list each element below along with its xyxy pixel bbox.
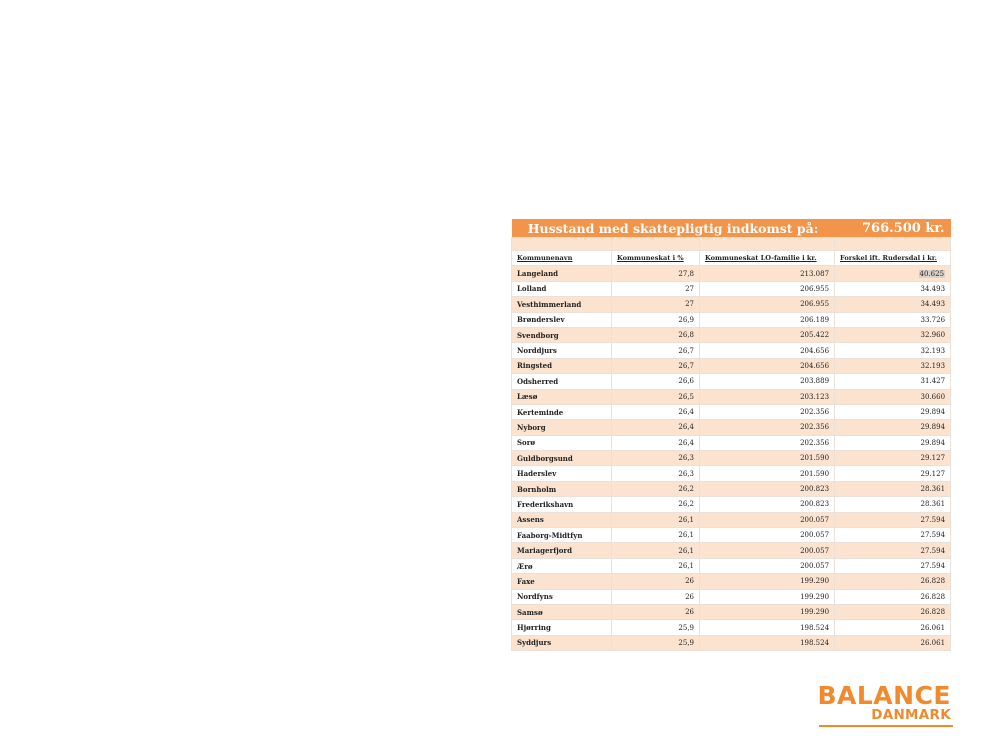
cell-kommuneskat-kr: 200.057 xyxy=(700,528,835,543)
cell-kommuneskat-pct: 26,1 xyxy=(612,558,700,573)
cell-forskel: 34.493 xyxy=(835,281,951,296)
table-row xyxy=(512,297,951,312)
cell-forskel xyxy=(835,266,951,281)
cell-kommunenavn: Bornholm xyxy=(512,481,612,496)
table-row xyxy=(512,512,951,527)
cell-kommuneskat-pct: 26,2 xyxy=(612,497,700,512)
cell-forskel: 30.660 xyxy=(835,389,951,404)
table-row xyxy=(512,543,951,558)
cell-kommuneskat-kr: 206.189 xyxy=(700,312,835,327)
logo-sub-text: DANMARK xyxy=(871,707,951,723)
cell-forskel: 27.594 xyxy=(835,558,951,573)
table-row xyxy=(512,635,951,650)
cell-kommuneskat-pct: 26,3 xyxy=(612,451,700,466)
cell-kommuneskat-kr: 206.955 xyxy=(700,281,835,296)
table-row xyxy=(512,374,951,389)
cell-kommuneskat-pct: 26,1 xyxy=(612,528,700,543)
cell-kommuneskat-pct: 25,9 xyxy=(612,635,700,650)
cell-kommuneskat-kr: 199.290 xyxy=(700,604,835,619)
cell-kommuneskat-kr: 200.057 xyxy=(700,512,835,527)
table-row xyxy=(512,343,951,358)
cell-kommuneskat-pct: 26,6 xyxy=(612,374,700,389)
cell-forskel: 26.828 xyxy=(835,604,951,619)
cell-kommunenavn: Assens xyxy=(512,512,612,527)
column-header-kommuneskat-kr: Kommuneskat LO-familie i kr. xyxy=(700,251,835,266)
table-row xyxy=(512,435,951,450)
table-row xyxy=(512,604,951,619)
cell-kommuneskat-pct: 26,4 xyxy=(612,435,700,450)
cell-kommuneskat-pct: 27 xyxy=(612,297,700,312)
cell-kommuneskat-kr: 200.823 xyxy=(700,481,835,496)
cell-kommunenavn: Brønderslev xyxy=(512,312,612,327)
table-title-amount: 766.500 kr. xyxy=(835,219,951,238)
cell-kommuneskat-kr: 205.422 xyxy=(700,327,835,342)
cell-kommuneskat-pct: 27 xyxy=(612,281,700,296)
cell-kommunenavn: Kerteminde xyxy=(512,404,612,419)
cell-kommuneskat-kr: 200.823 xyxy=(700,497,835,512)
balance-danmark-logo xyxy=(819,683,953,728)
table-row xyxy=(512,528,951,543)
table-row xyxy=(512,620,951,635)
cell-kommuneskat-pct: 26,2 xyxy=(612,481,700,496)
cell-kommuneskat-pct: 26,1 xyxy=(612,543,700,558)
table-row xyxy=(512,558,951,573)
cell-kommuneskat-pct: 26,1 xyxy=(612,512,700,527)
table-row xyxy=(512,574,951,589)
cell-forskel: 29.127 xyxy=(835,466,951,481)
cell-kommuneskat-pct: 26,9 xyxy=(612,312,700,327)
cell-kommunenavn: Norddjurs xyxy=(512,343,612,358)
table-row xyxy=(512,451,951,466)
cell-forskel: 31.427 xyxy=(835,374,951,389)
cell-kommuneskat-kr: 200.057 xyxy=(700,558,835,573)
table-row xyxy=(512,420,951,435)
cell-kommuneskat-pct: 26,7 xyxy=(612,358,700,373)
cell-forskel: 29.127 xyxy=(835,451,951,466)
cell-forskel: 26.061 xyxy=(835,635,951,650)
cell-forskel: 28.361 xyxy=(835,481,951,496)
cell-kommuneskat-kr: 201.590 xyxy=(700,451,835,466)
cell-kommuneskat-kr: 206.955 xyxy=(700,297,835,312)
logo-underline xyxy=(819,725,953,727)
cell-kommuneskat-pct: 26 xyxy=(612,574,700,589)
cell-forskel: 29.894 xyxy=(835,404,951,419)
cell-kommuneskat-kr: 203.123 xyxy=(700,389,835,404)
tax-table xyxy=(511,219,951,651)
table-row xyxy=(512,327,951,342)
cell-kommunenavn: Ærø xyxy=(512,558,612,573)
cell-kommunenavn: Sorø xyxy=(512,435,612,450)
cell-forskel: 26.828 xyxy=(835,589,951,604)
cell-kommunenavn: Ringsted xyxy=(512,358,612,373)
column-header-forskel: Forskel ift. Rudersdal i kr. xyxy=(835,251,951,266)
table-title: Husstand med skattepligtig indkomst på: xyxy=(512,219,835,238)
column-header-kommunenavn: Kommunenavn xyxy=(512,251,612,266)
cell-kommuneskat-pct: 26,4 xyxy=(612,420,700,435)
cell-kommuneskat-pct: 25,9 xyxy=(612,620,700,635)
cell-kommunenavn: Frederikshavn xyxy=(512,497,612,512)
cell-kommuneskat-pct: 26,3 xyxy=(612,466,700,481)
cell-kommuneskat-kr: 198.524 xyxy=(700,620,835,635)
cell-kommuneskat-pct: 26 xyxy=(612,589,700,604)
cell-kommuneskat-pct: 26,4 xyxy=(612,404,700,419)
cell-kommuneskat-kr: 202.356 xyxy=(700,420,835,435)
cell-forskel: 33.726 xyxy=(835,312,951,327)
table-row xyxy=(512,312,951,327)
table-spacer-row xyxy=(512,238,951,251)
cell-kommuneskat-kr: 202.356 xyxy=(700,404,835,419)
cell-kommunenavn: Vesthimmerland xyxy=(512,297,612,312)
cell-kommunenavn: Haderslev xyxy=(512,466,612,481)
cell-kommunenavn: Odsherred xyxy=(512,374,612,389)
cell-kommuneskat-kr: 202.356 xyxy=(700,435,835,450)
cell-forskel: 29.894 xyxy=(835,420,951,435)
cell-kommunenavn: Guldborgsund xyxy=(512,451,612,466)
cell-forskel: 29.894 xyxy=(835,435,951,450)
cell-kommuneskat-pct: 26,7 xyxy=(612,343,700,358)
cell-forskel: 32.193 xyxy=(835,358,951,373)
cell-kommunenavn: Lolland xyxy=(512,281,612,296)
table-row xyxy=(512,358,951,373)
cell-kommunenavn: Svendborg xyxy=(512,327,612,342)
cell-kommuneskat-kr: 200.057 xyxy=(700,543,835,558)
cell-kommunenavn: Læsø xyxy=(512,389,612,404)
cell-forskel: 32.193 xyxy=(835,343,951,358)
cell-kommuneskat-pct: 26,8 xyxy=(612,327,700,342)
cell-kommunenavn: Nordfyns xyxy=(512,589,612,604)
table-row xyxy=(512,404,951,419)
table-row xyxy=(512,389,951,404)
cell-kommuneskat-kr: 213.087 xyxy=(700,266,835,281)
cell-kommunenavn: Nyborg xyxy=(512,420,612,435)
highlighted-value: 40.625 xyxy=(919,269,945,278)
cell-kommuneskat-pct: 27,8 xyxy=(612,266,700,281)
cell-kommuneskat-kr: 201.590 xyxy=(700,466,835,481)
cell-forskel: 26.061 xyxy=(835,620,951,635)
cell-kommuneskat-kr: 199.290 xyxy=(700,589,835,604)
table-title-row xyxy=(512,219,951,238)
cell-forskel: 27.594 xyxy=(835,543,951,558)
cell-forskel: 27.594 xyxy=(835,528,951,543)
cell-kommunenavn: Syddjurs xyxy=(512,635,612,650)
cell-kommunenavn: Faxe xyxy=(512,574,612,589)
cell-forskel: 28.361 xyxy=(835,497,951,512)
cell-kommunenavn: Mariagerfjord xyxy=(512,543,612,558)
table-row xyxy=(512,589,951,604)
cell-forskel: 26.828 xyxy=(835,574,951,589)
table-row xyxy=(512,266,951,281)
cell-kommuneskat-kr: 204.656 xyxy=(700,343,835,358)
table-row xyxy=(512,281,951,296)
cell-forskel: 34.493 xyxy=(835,297,951,312)
table-row xyxy=(512,497,951,512)
cell-forskel: 27.594 xyxy=(835,512,951,527)
cell-kommuneskat-kr: 198.524 xyxy=(700,635,835,650)
column-header-kommuneskat-pct: Kommuneskat i % xyxy=(612,251,700,266)
cell-kommuneskat-pct: 26,5 xyxy=(612,389,700,404)
cell-forskel: 32.960 xyxy=(835,327,951,342)
table-row xyxy=(512,481,951,496)
cell-kommuneskat-kr: 203.889 xyxy=(700,374,835,389)
cell-kommuneskat-kr: 199.290 xyxy=(700,574,835,589)
cell-kommunenavn: Hjørring xyxy=(512,620,612,635)
table-row xyxy=(512,466,951,481)
table-header-row xyxy=(512,251,951,266)
cell-kommunenavn: Faaborg-Midtfyn xyxy=(512,528,612,543)
logo-brand-text: BALANCE xyxy=(817,681,951,710)
cell-kommunenavn: Samsø xyxy=(512,604,612,619)
cell-kommuneskat-kr: 204.656 xyxy=(700,358,835,373)
cell-kommunenavn: Langeland xyxy=(512,266,612,281)
cell-kommuneskat-pct: 26 xyxy=(612,604,700,619)
